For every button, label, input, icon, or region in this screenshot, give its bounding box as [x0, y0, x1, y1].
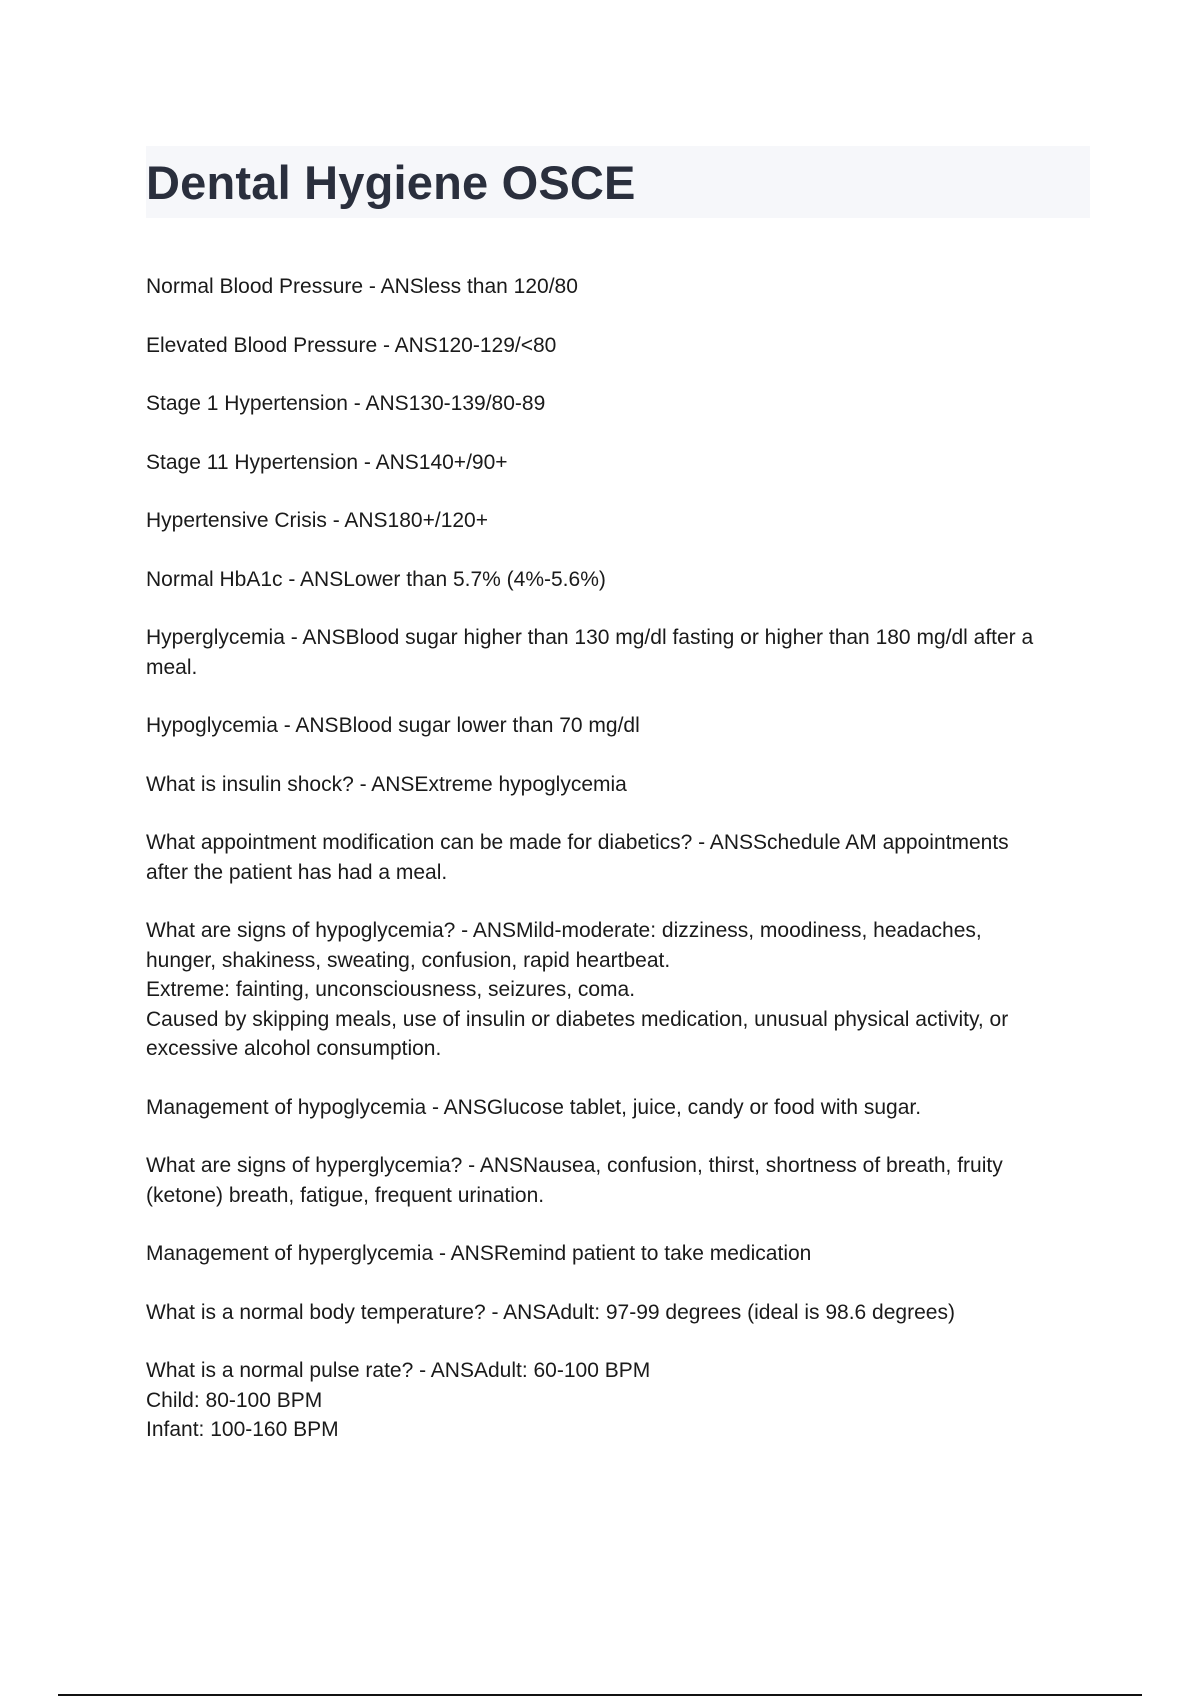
qa-line: Hypertensive Crisis - ANS180+/120+: [146, 509, 488, 532]
qa-line: Management of hypoglycemia - ANSGlucose tablet, juice, candy or food with sugar.: [146, 1095, 922, 1119]
qa-line: hunger, shakiness, sweating, confusion, rapid heartbeat.: [146, 948, 671, 972]
qa-entry: [146, 916, 1090, 1064]
qa-line: Hyperglycemia - ANSBlood sugar higher than 130 mg/dl fasting or higher than 180 mg/dl after a: [146, 626, 1034, 649]
qa-entry: [146, 272, 1090, 302]
qa-line: What are signs of hyperglycemia? - ANSNausea, confusion, thirst, shortness of breath, fruity: [146, 1154, 1003, 1177]
qa-line: What appointment modification can be made for diabetics? - ANSSchedule AM appointments: [146, 831, 1009, 854]
qa-line: (ketone) breath, fatigue, frequent urination.: [146, 1183, 545, 1207]
qa-line: What is a normal pulse rate? - ANSAdult: 60-100 BPM: [146, 1359, 651, 1382]
qa-entry: [146, 331, 1090, 361]
qa-line: Stage 1 Hypertension - ANS130-139/80-89: [146, 392, 546, 415]
qa-entry: [146, 1151, 1090, 1210]
qa-entry: [146, 448, 1090, 478]
qa-line: Management of hyperglycemia - ANSRemind patient to take medication: [146, 1242, 812, 1265]
footer-divider: [58, 1694, 1142, 1696]
qa-line: What is insulin shock? - ANSExtreme hypoglycemia: [146, 772, 627, 796]
qa-entry: [146, 623, 1090, 682]
title-band: [146, 146, 1090, 218]
qa-line: Infant: 100-160 BPM: [146, 1418, 339, 1441]
qa-line: What are signs of hypoglycemia? - ANSMild-moderate: dizziness, moodiness, headaches,: [146, 919, 982, 942]
qa-line: Caused by skipping meals, use of insulin or diabetes medication, unusual physical activity, or: [146, 1007, 1009, 1031]
qa-entry: [146, 770, 1090, 800]
qa-entry: [146, 389, 1090, 419]
qa-line: excessive alcohol consumption.: [146, 1037, 442, 1060]
qa-line: Normal HbA1c - ANSLower than 5.7% (4%-5.6%): [146, 567, 606, 591]
qa-entry: [146, 1239, 1090, 1269]
qa-entry: [146, 506, 1090, 536]
page-title: Dental Hygiene OSCE: [146, 155, 636, 209]
qa-line: Hypoglycemia - ANSBlood sugar lower than 70 mg/dl: [146, 714, 640, 737]
qa-entry: [146, 1356, 1090, 1445]
qa-line: Child: 80-100 BPM: [146, 1388, 323, 1412]
qa-entry: [146, 1093, 1090, 1123]
qa-entry: [146, 1298, 1090, 1328]
qa-line: What is a normal body temperature? - ANSAdult: 97-99 degrees (ideal is 98.6 degrees): [146, 1300, 955, 1324]
qa-entry: [146, 828, 1090, 887]
qa-entry: [146, 565, 1090, 595]
qa-line: Extreme: fainting, unconsciousness, seizures, coma.: [146, 978, 636, 1001]
qa-line: meal.: [146, 655, 198, 679]
qa-list: [146, 272, 1090, 1474]
qa-line: Stage 11 Hypertension - ANS140+/90+: [146, 450, 508, 474]
qa-line: Normal Blood Pressure - ANSless than 120/80: [146, 275, 578, 298]
qa-line: after the patient has had a meal.: [146, 860, 448, 884]
qa-entry: [146, 711, 1090, 741]
qa-line: Elevated Blood Pressure - ANS120-129/<80: [146, 333, 557, 357]
